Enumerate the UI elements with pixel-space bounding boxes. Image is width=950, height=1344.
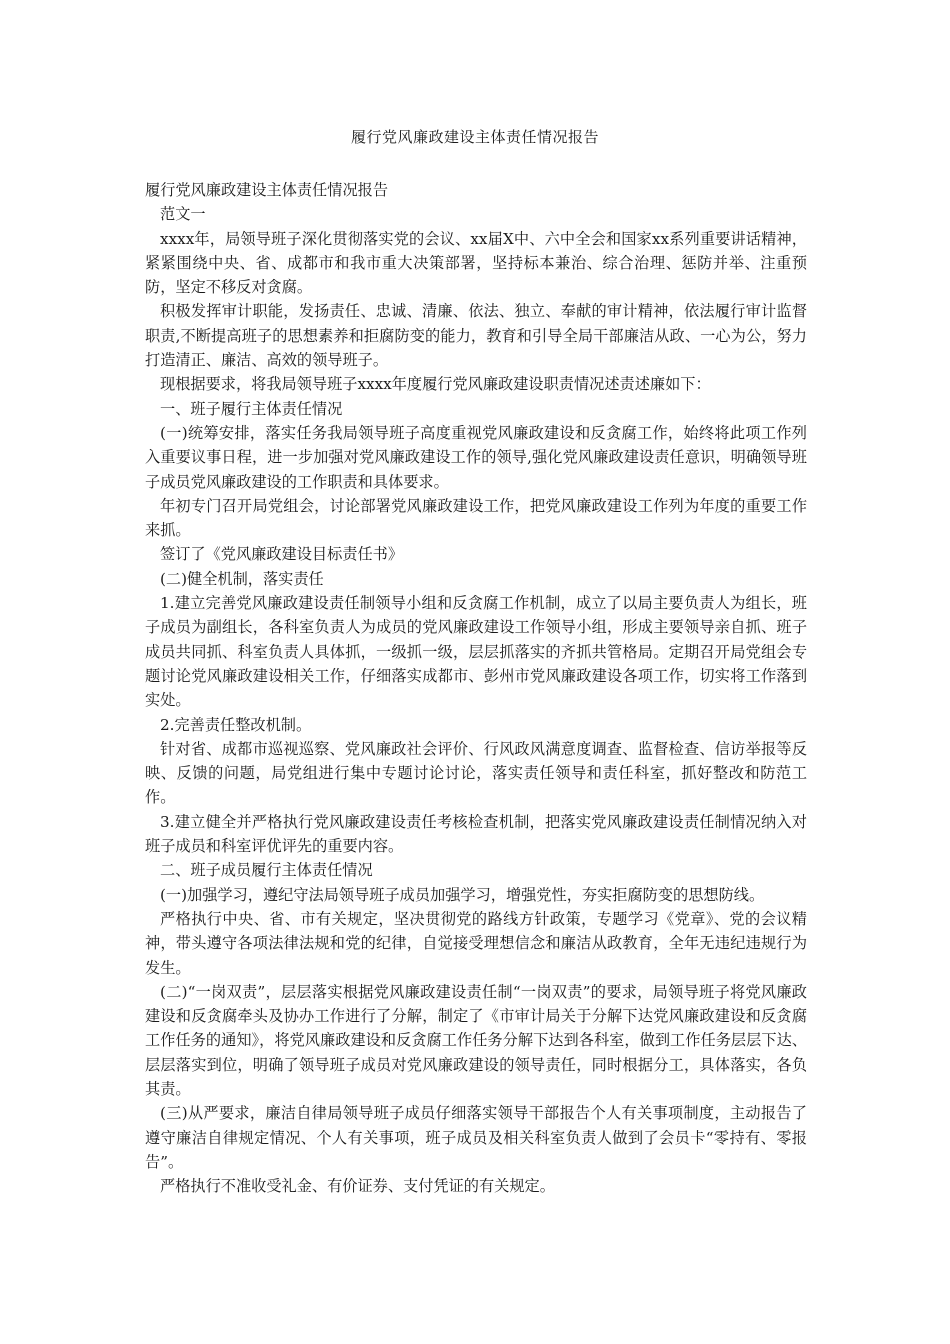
paragraph: 严格执行中央、省、市有关规定，坚决贯彻党的路线方针政策，专题学习《党章》、党的会议精神，带头遵守各项法律法规和党的纪律，自觉接受理想信念和廉洁从政教育，全年无违纪违规行为发生。 [145, 909, 807, 977]
document-title: 履行党风廉政建设主体责任情况报告 [350, 128, 599, 146]
document-subtitle: 履行党风廉政建设主体责任情况报告 [145, 181, 388, 199]
paragraph: 积极发挥审计职能，发扬责任、忠诚、清廉、依法、独立、奉献的审计精神，依法履行审计监督职责,不断提高班子的思想素养和拒腐防变的能力，教育和引导全局干部廉洁从政、一心为公，努力打造清正、廉洁、高效的领导班子。 [145, 302, 807, 370]
paragraph: 1.建立完善党风廉政建设责任制领导小组和反贪腐工作机制，成立了以局主要负责人为组长，班子成员为副组长，各科室负责人为成员的党风廉政建设工作领导小组，形成主要领导亲自抓、班子成员共同抓、科室负责人具体抓，一级抓一级，层层抓落实的齐抓共管格局。定期召开局党组会专题讨论党风廉政建设相关工作，仔细落实成都市、彭州市党风廉政建设各项工作，切实将工作落到实处。 [145, 594, 807, 710]
section-heading: 一、班子履行主体责任情况 [160, 399, 343, 418]
paragraph: 严格执行不准收受礼金、有价证券、支付凭证的有关规定。 [160, 1177, 555, 1196]
paragraph: (二)“一岗双责”，层层落实根据党风廉政建设责任制“一岗双责”的要求，局领导班子将党风廉政建设和反贪腐牵头及协办工作进行了分解，制定了《市审计局关于分解下达党风廉政建设和反贪腐工作任务的通知》，将党风廉政建设和反贪腐工作任务分解下达到各科室，做到工作任务层层下达、层层落实到位，明确了领导班子成员对党风廉政建设的领导责任，同时根据分工，具体落实，各负其责。 [145, 982, 807, 1098]
paragraph: (一)统筹安排，落实任务我局领导班子高度重视党风廉政建设和反贪腐工作，始终将此项工作列入重要议事日程，进一步加强对党风廉政建设工作的领导,强化党风廉政建设责任意识，明确领导班子成员党风廉政建设的工作职责和具体要求。 [145, 423, 807, 491]
paragraph: 2.完善责任整改机制。 [160, 715, 312, 734]
subsection-heading: (二)健全机制，落实责任 [160, 569, 324, 588]
document-body [145, 178, 807, 1198]
paragraph: 针对省、成都市巡视巡察、党风廉政社会评价、行风政风满意度调查、监督检查、信访举报等反映、反馈的问题，局党组进行集中专题讨论讨论，落实责任领导和责任科室，抓好整改和防范工作。 [145, 739, 807, 807]
paragraph: 签订了《党风廉政建设目标责任书》 [160, 545, 403, 564]
paragraph-sample-label: 范文一 [160, 205, 206, 224]
paragraph: 3.建立健全并严格执行党风廉政建设责任考核检查机制，把落实党风廉政建设责任制情况纳入对班子成员和科室评优评先的重要内容。 [145, 812, 807, 856]
paragraph: 年初专门召开局党组会，讨论部署党风廉政建设工作，把党风廉政建设工作列为年度的重要工作来抓。 [145, 496, 807, 540]
paragraph: (三)从严要求，廉洁自律局领导班子成员仔细落实领导干部报告个人有关事项制度，主动报告了遵守廉洁自律规定情况、个人有关事项，班子成员及相关科室负责人做到了会员卡“零持有、零报告”。 [145, 1104, 807, 1171]
paragraph: xxxx年，局领导班子深化贯彻落实党的会议、xx届X中、六中全会和国家xx系列重要讲话精神，紧紧围绕中央、省、成都市和我市重大决策部署，坚持标本兼治、综合治理、惩防并举、注重预防，坚定不移反对贪腐。 [145, 229, 807, 297]
paragraph: (一)加强学习，遵纪守法局领导班子成员加强学习，增强党性，夯实拒腐防变的思想防线。 [160, 885, 765, 904]
paragraph: 现根据要求，将我局领导班子xxxx年度履行党风廉政建设职责情况述责述廉如下： [160, 375, 711, 394]
section-heading: 二、班子成员履行主体责任情况 [160, 861, 373, 880]
